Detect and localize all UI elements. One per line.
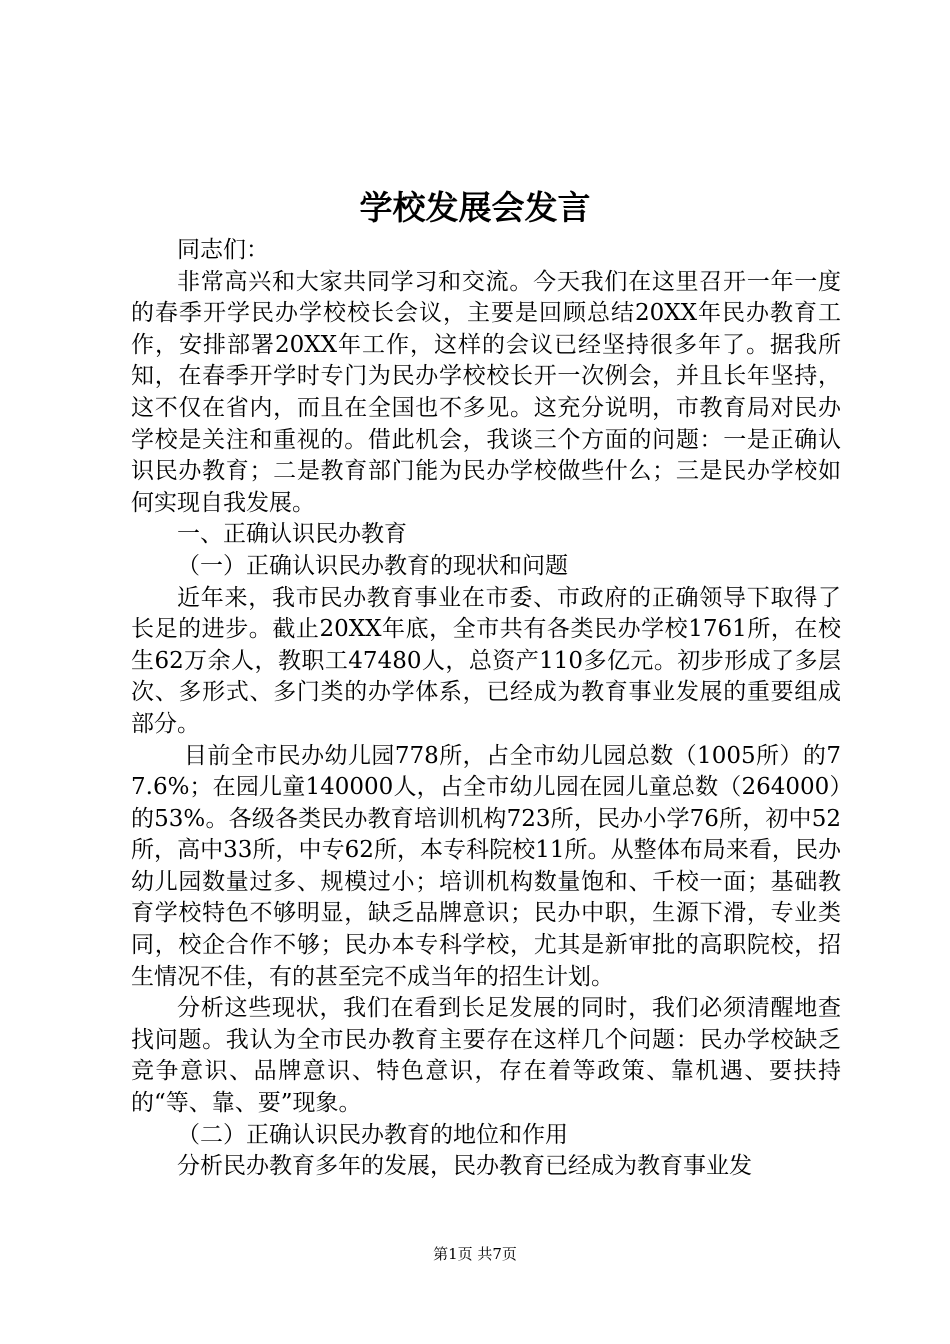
document-title: 学校发展会发言	[359, 188, 591, 227]
body-paragraph: 近年来，我市民办教育事业在市委、市政府的正确领导下取得了长足的进步。截止20XX年底，全市共有各类民办学校1761所，在校生62万余人，教职工47480人，总资产110多亿元。初步形成了多层次、多形式、多门类的办学体系，已经成为教育事业发展的重要组成部分。	[131, 584, 841, 737]
section-heading: 一、正确认识民办教育	[177, 521, 407, 548]
page-number-footer: 第1页 共7页	[433, 1245, 517, 1263]
body-paragraph: 分析民办教育多年的发展，民办教育已经成为教育事业发	[177, 1153, 752, 1180]
document-body	[131, 235, 841, 1183]
salutation: 同志们：	[177, 237, 269, 263]
body-paragraph: 非常高兴和大家共同学习和交流。今天我们在这里召开一年一度的春季开学民办学校校长会议，主要是回顾总结20XX年民办教育工作，安排部署20XX年工作，这样的会议已经坚持很多年了。据我所知，在春季开学时专门为民办学校校长开一次例会，并且长年坚持，这不仅在省内，而且在全国也不多见。这充分说明，市教育局对民办学校是关注和重视的。借此机会，我谈三个方面的问题：一是正确认识民办教育；二是教育部门能为民办学校做些什么；三是民办学校如何实现自我发展。	[131, 268, 841, 516]
subsection-heading: （二）正确认识民办教育的地位和作用	[177, 1121, 568, 1148]
subsection-heading: （一）正确认识民办教育的现状和问题	[177, 552, 568, 579]
body-paragraph: 目前全市民办幼儿园778所，占全市幼儿园总数（1005所）的77.6%；在园儿童140000人，占全市幼儿园在园儿童总数（264000）的53%。各级各类民办教育培训机构723所，民办小学76所，初中52所，高中33所，中专62所，本专科院校11所。从整体布局来看，民办幼儿园数量过多、规模过小；培训机构数量饱和、千校一面；基础教育学校特色不够明显，缺乏品牌意识；民办中职，生源下滑，专业类同，校企合作不够；民办本专科学校，尤其是新审批的高职院校，招生情况不佳，有的甚至完不成当年的招生计划。	[131, 742, 841, 990]
body-paragraph: 分析这些现状，我们在看到长足发展的同时，我们必须清醒地查找问题。我认为全市民办教育主要存在这样几个问题：民办学校缺乏竞争意识、品牌意识、特色意识，存在着等政策、靠机遇、要扶持的“等、靠、要”现象。	[131, 995, 841, 1117]
